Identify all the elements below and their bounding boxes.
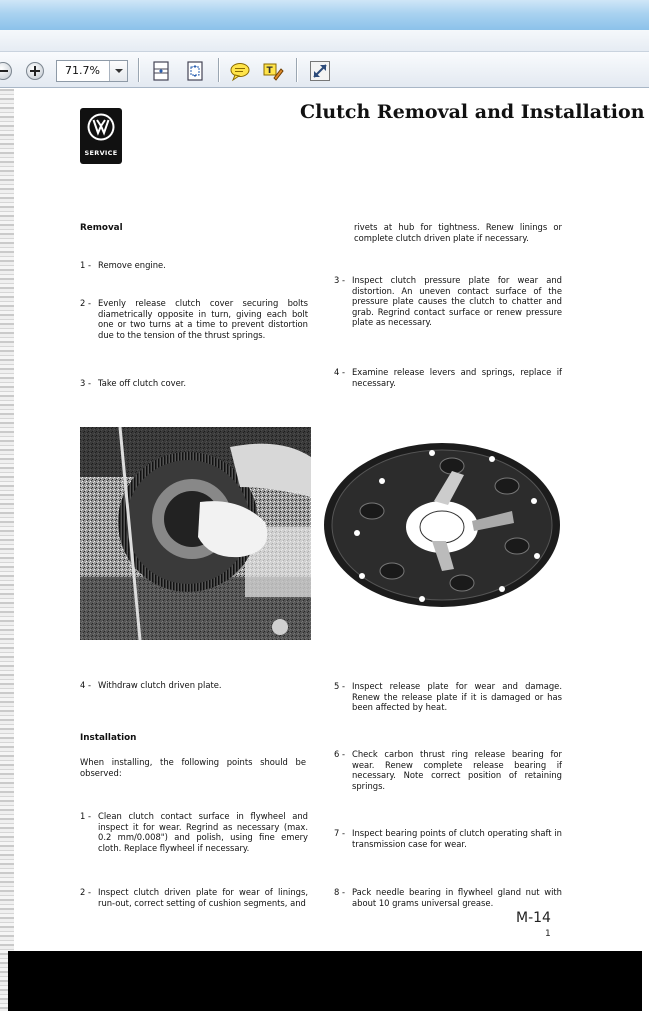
list-item: 7 - Inspect bearing points of clutch operating shaft in transmission case for wear.: [334, 828, 562, 849]
list-item: 8 - Pack needle bearing in flywheel gland nut with about 10 grams universal grease.: [334, 887, 562, 908]
fit-page-button[interactable]: [150, 60, 172, 82]
list-item: 4 - Withdraw clutch driven plate.: [80, 680, 222, 690]
page-number: M-14: [516, 910, 551, 926]
list-item: 1 - Remove engine.: [80, 260, 166, 270]
logo-service-text: SERVICE: [84, 149, 118, 157]
page-title: Clutch Removal and Installation: [300, 101, 645, 123]
zoom-out-button[interactable]: [0, 62, 12, 80]
fit-width-icon: [184, 60, 206, 82]
fit-width-button[interactable]: [184, 60, 206, 82]
expand-icon: [309, 60, 331, 82]
comment-button[interactable]: [229, 60, 251, 82]
list-item: 3 - Take off clutch cover.: [80, 378, 187, 388]
menu-strip: [0, 30, 649, 52]
page-sub-number: 1: [545, 929, 551, 939]
comment-icon: [229, 60, 251, 82]
highlight-text-button[interactable]: [262, 60, 284, 82]
scan-dark-edge: [8, 951, 642, 1011]
toolbar-divider: [138, 58, 139, 82]
list-item: 1 - Clean clutch contact surface in flywheel and inspect it for wear. Regrind as necessary (max. 0.2 mm/0.008") and polish, using fine emery cloth. Replace flywheel if necessary.: [80, 811, 308, 853]
zoom-level-field[interactable]: [56, 60, 128, 82]
expand-button[interactable]: [309, 60, 331, 82]
zoom-level-value: 71.7%: [65, 64, 100, 77]
installation-intro: When installing, the following points should be observed:: [80, 757, 306, 778]
removal-heading: Removal: [80, 223, 123, 233]
installation-heading: Installation: [80, 733, 137, 743]
list-item: 4 - Examine release levers and springs, replace if necessary.: [334, 367, 562, 388]
window-title-bar: [0, 0, 649, 30]
continuation-text: rivets at hub for tightness. Renew linings or complete clutch driven plate if necessary.: [354, 222, 562, 243]
document-page: [0, 89, 649, 1011]
highlight-text-icon: [262, 60, 284, 82]
zoom-in-button[interactable]: [26, 62, 44, 80]
fit-page-icon: [150, 60, 172, 82]
zoom-dropdown-chevron-down-icon[interactable]: [109, 61, 127, 81]
pdf-toolbar: [0, 52, 649, 88]
list-item: 2 - Inspect clutch driven plate for wear of linings, run-out, correct setting of cushion segments, and: [80, 887, 308, 908]
list-item: 3 - Inspect clutch pressure plate for wear and distortion. An uneven contact surface of the pressure plate causes the clutch to chatter and grab. Regrind contact surface or renew pressure plate as necessary.: [334, 275, 562, 328]
list-item: 6 - Check carbon thrust ring release bearing for wear. Renew complete release bearing if necessary. Note correct position of retaining springs.: [334, 749, 562, 791]
page-binding-edge: [0, 89, 14, 1011]
vw-logo-icon: [86, 112, 116, 142]
list-item: 2 - Evenly release clutch cover securing bolts diametrically opposite in turn, giving each bolt one or two turns at a time to prevent distortion due to the tension of the thrust springs.: [80, 298, 308, 340]
vw-service-logo: [80, 108, 122, 164]
list-item: 5 - Inspect release plate for wear and damage. Renew the release plate if it is damaged or has been affected by heat.: [334, 681, 562, 713]
toolbar-divider: [296, 58, 297, 82]
pressure-plate-photo: [322, 441, 562, 609]
svg-text:T: T: [266, 66, 273, 76]
toolbar-divider: [218, 58, 219, 82]
flywheel-removal-photo: [80, 427, 311, 640]
